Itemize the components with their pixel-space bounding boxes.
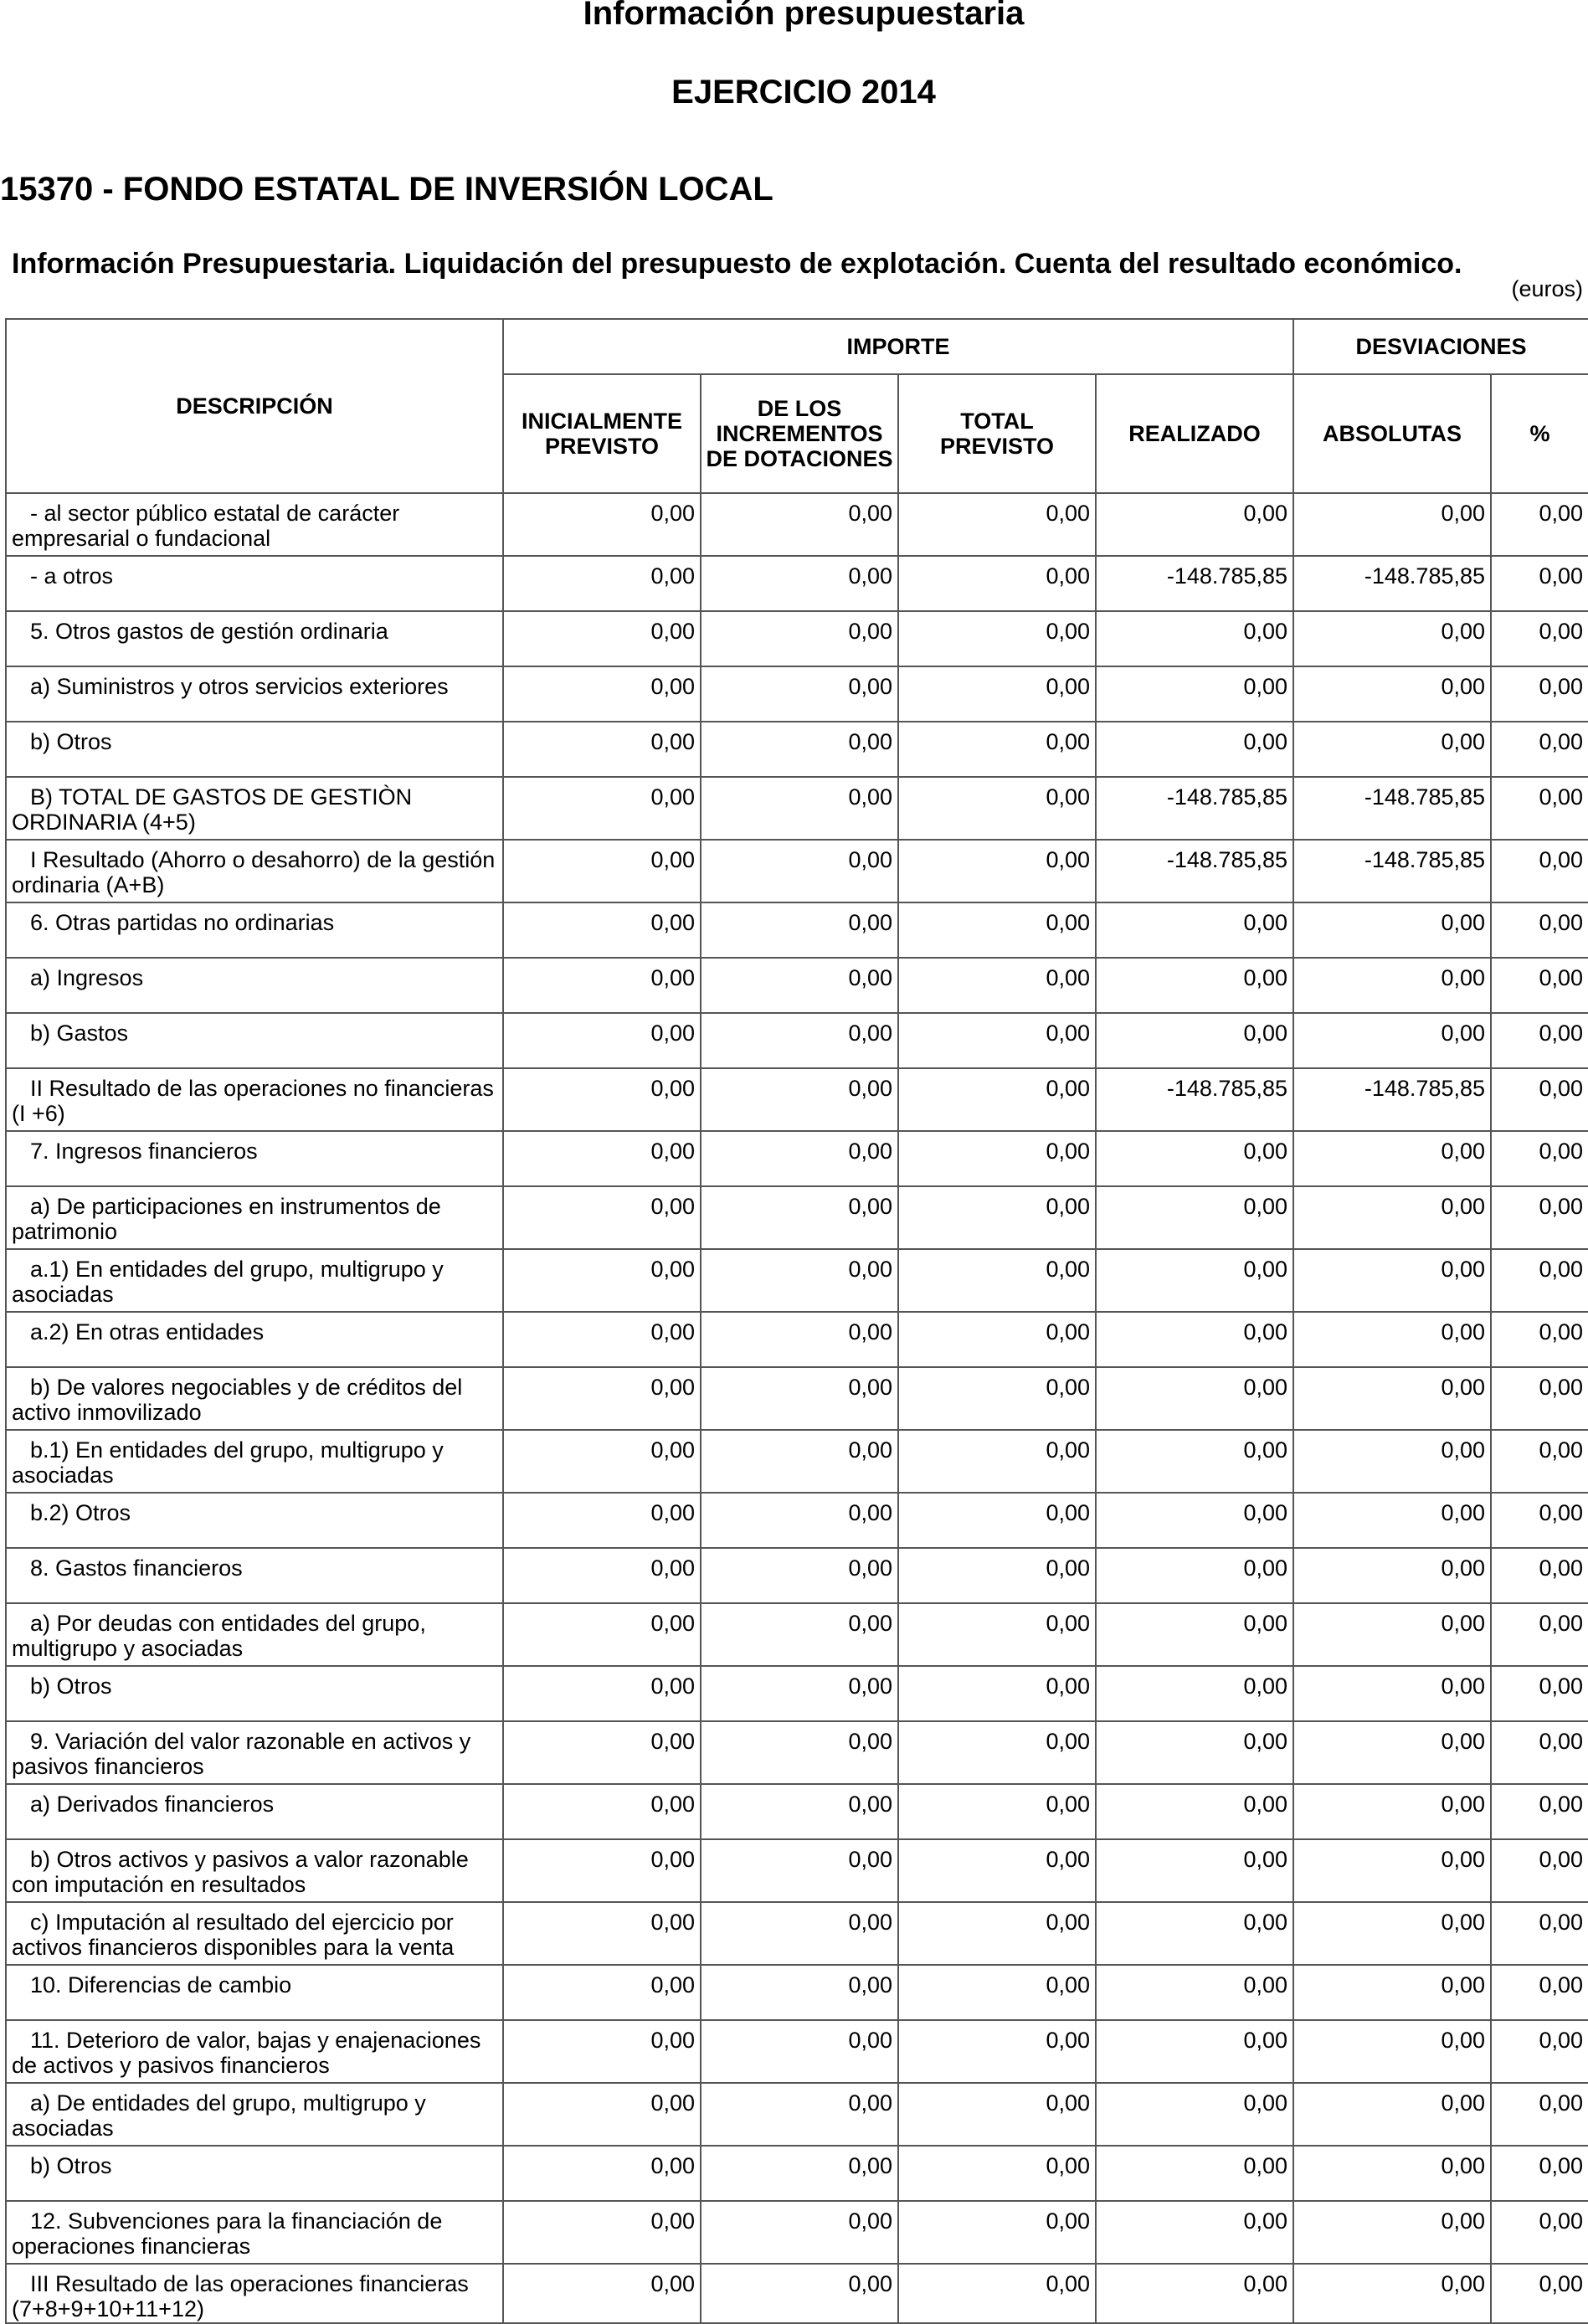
- row-description-text: 10. Diferencias de cambio: [30, 1972, 292, 1998]
- cell-realizado: -148.785,85: [1096, 840, 1293, 902]
- cell-percent: 0,00: [1491, 666, 1588, 722]
- cell-incrementos: 0,00: [701, 2146, 898, 2201]
- cell-total-previsto: 0,00: [898, 1721, 1096, 1784]
- cell-total-previsto: 0,00: [898, 902, 1096, 958]
- cell-total-previsto: 0,00: [898, 1430, 1096, 1493]
- cell-incrementos: 0,00: [701, 902, 898, 958]
- col-group-desviaciones: DESVIACIONES: [1293, 319, 1588, 374]
- cell-realizado: 0,00: [1096, 1013, 1293, 1068]
- cell-incrementos: 0,00: [701, 2201, 898, 2264]
- row-description: [6, 777, 503, 840]
- cell-incrementos: 0,00: [701, 1131, 898, 1186]
- row-description: [6, 1548, 503, 1603]
- table-row: [6, 1902, 1588, 1965]
- cell-percent: 0,00: [1491, 611, 1588, 666]
- cell-incrementos: 0,00: [701, 666, 898, 722]
- cell-inicialmente-previsto: 0,00: [503, 1367, 701, 1430]
- col-incrementos: DE LOS INCREMENTOS DE DOTACIONES: [701, 374, 898, 493]
- cell-absolutas: 0,00: [1293, 1721, 1491, 1784]
- cell-incrementos: 0,00: [701, 1965, 898, 2020]
- row-description: [6, 1721, 503, 1784]
- cell-absolutas: 0,00: [1293, 611, 1491, 666]
- row-description: [6, 840, 503, 902]
- cell-realizado: 0,00: [1096, 611, 1293, 666]
- cell-realizado: 0,00: [1096, 902, 1293, 958]
- cell-absolutas: 0,00: [1293, 2264, 1491, 2323]
- cell-inicialmente-previsto: 0,00: [503, 1902, 701, 1965]
- cell-total-previsto: 0,00: [898, 1548, 1096, 1603]
- cell-realizado: -148.785,85: [1096, 777, 1293, 840]
- cell-absolutas: 0,00: [1293, 1493, 1491, 1548]
- row-description: [6, 722, 503, 777]
- cell-total-previsto: 0,00: [898, 1312, 1096, 1367]
- cell-realizado: 0,00: [1096, 1312, 1293, 1367]
- cell-total-previsto: 0,00: [898, 611, 1096, 666]
- row-description-text: b) Otros: [30, 729, 112, 754]
- cell-realizado: 0,00: [1096, 1603, 1293, 1666]
- row-description-text: - al sector público estatal de carácter empresarial o fundacional: [12, 501, 400, 551]
- cell-total-previsto: 0,00: [898, 493, 1096, 556]
- table-row: [6, 1430, 1588, 1493]
- cell-inicialmente-previsto: 0,00: [503, 1068, 701, 1131]
- col-group-importe: IMPORTE: [503, 319, 1293, 374]
- cell-absolutas: 0,00: [1293, 1013, 1491, 1068]
- row-description: [6, 2146, 503, 2201]
- cell-inicialmente-previsto: 0,00: [503, 1965, 701, 2020]
- table-row: [6, 1965, 1588, 2020]
- cell-incrementos: 0,00: [701, 2264, 898, 2323]
- cell-absolutas: -148.785,85: [1293, 1068, 1491, 1131]
- cell-realizado: 0,00: [1096, 666, 1293, 722]
- cell-total-previsto: 0,00: [898, 2146, 1096, 2201]
- cell-percent: 0,00: [1491, 1430, 1588, 1493]
- cell-percent: 0,00: [1491, 1493, 1588, 1548]
- row-description-text: a) De entidades del grupo, multigrupo y asociadas: [12, 2090, 426, 2141]
- cell-percent: 0,00: [1491, 1013, 1588, 1068]
- cell-absolutas: 0,00: [1293, 1784, 1491, 1839]
- cell-incrementos: 0,00: [701, 1666, 898, 1721]
- table-row: [6, 1312, 1588, 1367]
- cell-realizado: 0,00: [1096, 722, 1293, 777]
- row-description-text: a) Derivados financieros: [30, 1792, 275, 1817]
- cell-inicialmente-previsto: 0,00: [503, 493, 701, 556]
- row-description-text: I Resultado (Ahorro o desahorro) de la gestión ordinaria (A+B): [12, 847, 496, 897]
- cell-inicialmente-previsto: 0,00: [503, 840, 701, 902]
- cell-inicialmente-previsto: 0,00: [503, 2083, 701, 2146]
- cell-incrementos: 0,00: [701, 840, 898, 902]
- cell-incrementos: 0,00: [701, 493, 898, 556]
- cell-realizado: 0,00: [1096, 1721, 1293, 1784]
- row-description: [6, 493, 503, 556]
- table-row: [6, 840, 1588, 902]
- row-description-text: b) Otros: [30, 1674, 112, 1699]
- cell-inicialmente-previsto: 0,00: [503, 2264, 701, 2323]
- row-description: [6, 1068, 503, 1131]
- cell-absolutas: 0,00: [1293, 2020, 1491, 2083]
- cell-inicialmente-previsto: 0,00: [503, 556, 701, 611]
- cell-percent: 0,00: [1491, 2083, 1588, 2146]
- cell-realizado: 0,00: [1096, 1965, 1293, 2020]
- cell-incrementos: 0,00: [701, 1839, 898, 1902]
- cell-incrementos: 0,00: [701, 2083, 898, 2146]
- table-row: [6, 1666, 1588, 1721]
- cell-realizado: 0,00: [1096, 1784, 1293, 1839]
- cell-total-previsto: 0,00: [898, 1784, 1096, 1839]
- row-description: [6, 1131, 503, 1186]
- cell-total-previsto: 0,00: [898, 1839, 1096, 1902]
- cell-realizado: 0,00: [1096, 1430, 1293, 1493]
- cell-percent: 0,00: [1491, 1186, 1588, 1249]
- row-description: [6, 1249, 503, 1312]
- cell-inicialmente-previsto: 0,00: [503, 2201, 701, 2264]
- cell-incrementos: 0,00: [701, 556, 898, 611]
- cell-absolutas: -148.785,85: [1293, 840, 1491, 902]
- row-description: [6, 556, 503, 611]
- cell-absolutas: 0,00: [1293, 1666, 1491, 1721]
- cell-incrementos: 0,00: [701, 1312, 898, 1367]
- table-row: [6, 2264, 1588, 2323]
- entity-title: 15370 - FONDO ESTATAL DE INVERSIÓN LOCAL: [0, 171, 773, 208]
- cell-inicialmente-previsto: 0,00: [503, 1548, 701, 1603]
- table-row: [6, 1493, 1588, 1548]
- row-description-text: 9. Variación del valor razonable en activos y pasivos financieros: [12, 1729, 471, 1779]
- row-description-text: 8. Gastos financieros: [30, 1555, 243, 1581]
- table-row: [6, 1068, 1588, 1131]
- cell-absolutas: 0,00: [1293, 1186, 1491, 1249]
- cell-realizado: -148.785,85: [1096, 556, 1293, 611]
- cell-total-previsto: 0,00: [898, 666, 1096, 722]
- cell-absolutas: 0,00: [1293, 958, 1491, 1013]
- cell-percent: 0,00: [1491, 840, 1588, 902]
- table-row: [6, 958, 1588, 1013]
- cell-inicialmente-previsto: 0,00: [503, 902, 701, 958]
- table-row: [6, 1721, 1588, 1784]
- cell-absolutas: 0,00: [1293, 1965, 1491, 2020]
- cell-realizado: 0,00: [1096, 1548, 1293, 1603]
- cell-total-previsto: 0,00: [898, 1493, 1096, 1548]
- cell-percent: 0,00: [1491, 1902, 1588, 1965]
- cell-inicialmente-previsto: 0,00: [503, 1666, 701, 1721]
- cell-realizado: 0,00: [1096, 1186, 1293, 1249]
- col-realizado: REALIZADO: [1096, 374, 1293, 493]
- cell-inicialmente-previsto: 0,00: [503, 722, 701, 777]
- cell-total-previsto: 0,00: [898, 958, 1096, 1013]
- table-row: [6, 2146, 1588, 2201]
- cell-inicialmente-previsto: 0,00: [503, 1721, 701, 1784]
- row-description-text: b) De valores negociables y de créditos del activo inmovilizado: [12, 1375, 463, 1425]
- table-row: [6, 666, 1588, 722]
- exercise-title: EJERCICIO 2014: [671, 74, 936, 111]
- report-subtitle: Información Presupuestaria. Liquidación del presupuesto de explotación. Cuenta del resultado económico.: [12, 248, 1462, 280]
- cell-total-previsto: 0,00: [898, 840, 1096, 902]
- cell-incrementos: 0,00: [701, 1367, 898, 1430]
- row-description: [6, 1013, 503, 1068]
- cell-realizado: 0,00: [1096, 2020, 1293, 2083]
- cell-inicialmente-previsto: 0,00: [503, 1131, 701, 1186]
- table-body: [6, 493, 1588, 2323]
- cell-percent: 0,00: [1491, 1839, 1588, 1902]
- cell-inicialmente-previsto: 0,00: [503, 777, 701, 840]
- cell-realizado: 0,00: [1096, 1902, 1293, 1965]
- cell-absolutas: 0,00: [1293, 1603, 1491, 1666]
- row-description-text: b.2) Otros: [30, 1500, 131, 1525]
- cell-total-previsto: 0,00: [898, 1666, 1096, 1721]
- cell-realizado: -148.785,85: [1096, 1068, 1293, 1131]
- cell-realizado: 0,00: [1096, 1666, 1293, 1721]
- cell-absolutas: 0,00: [1293, 1312, 1491, 1367]
- row-description-text: II Resultado de las operaciones no financieras (I +6): [12, 1076, 494, 1126]
- row-description-text: a) Suministros y otros servicios exteriores: [30, 674, 449, 699]
- row-description-text: 5. Otros gastos de gestión ordinaria: [30, 619, 388, 644]
- cell-inicialmente-previsto: 0,00: [503, 1784, 701, 1839]
- cell-realizado: 0,00: [1096, 2083, 1293, 2146]
- row-description: [6, 1965, 503, 2020]
- cell-incrementos: 0,00: [701, 1548, 898, 1603]
- cell-percent: 0,00: [1491, 1965, 1588, 2020]
- cell-total-previsto: 0,00: [898, 1131, 1096, 1186]
- cell-incrementos: 0,00: [701, 1721, 898, 1784]
- row-description-text: B) TOTAL DE GASTOS DE GESTIÒN ORDINARIA (4+5): [12, 784, 413, 835]
- cell-total-previsto: 0,00: [898, 2020, 1096, 2083]
- cell-absolutas: 0,00: [1293, 2083, 1491, 2146]
- row-description-text: 6. Otras partidas no ordinarias: [30, 910, 335, 935]
- cell-realizado: 0,00: [1096, 1367, 1293, 1430]
- cell-absolutas: 0,00: [1293, 2146, 1491, 2201]
- cell-inicialmente-previsto: 0,00: [503, 2020, 701, 2083]
- cell-inicialmente-previsto: 0,00: [503, 1186, 701, 1249]
- row-description-text: c) Imputación al resultado del ejercicio por activos financieros disponibles para la venta: [12, 1910, 455, 1960]
- col-absolutas: ABSOLUTAS: [1293, 374, 1491, 493]
- cell-total-previsto: 0,00: [898, 1902, 1096, 1965]
- cell-incrementos: 0,00: [701, 1430, 898, 1493]
- col-inicialmente-previsto: INICIALMENTE PREVISTO: [503, 374, 701, 493]
- cell-total-previsto: 0,00: [898, 1249, 1096, 1312]
- row-description: [6, 1312, 503, 1367]
- cell-inicialmente-previsto: 0,00: [503, 1249, 701, 1312]
- cell-inicialmente-previsto: 0,00: [503, 958, 701, 1013]
- table-row: [6, 2201, 1588, 2264]
- cell-inicialmente-previsto: 0,00: [503, 1603, 701, 1666]
- cell-percent: 0,00: [1491, 902, 1588, 958]
- row-description: [6, 1367, 503, 1430]
- cell-percent: 0,00: [1491, 722, 1588, 777]
- cell-incrementos: 0,00: [701, 958, 898, 1013]
- row-description: [6, 1666, 503, 1721]
- table-row: [6, 722, 1588, 777]
- row-description-text: b.1) En entidades del grupo, multigrupo y asociadas: [12, 1437, 444, 1488]
- cell-absolutas: 0,00: [1293, 1548, 1491, 1603]
- cell-percent: 0,00: [1491, 1131, 1588, 1186]
- row-description-text: a.1) En entidades del grupo, multigrupo y asociadas: [12, 1257, 444, 1307]
- cell-percent: 0,00: [1491, 2146, 1588, 2201]
- cell-absolutas: 0,00: [1293, 902, 1491, 958]
- table-row: [6, 1603, 1588, 1666]
- cell-incrementos: 0,00: [701, 722, 898, 777]
- row-description: [6, 1430, 503, 1493]
- cell-percent: 0,00: [1491, 1784, 1588, 1839]
- cell-total-previsto: 0,00: [898, 722, 1096, 777]
- cell-realizado: 0,00: [1096, 1131, 1293, 1186]
- cell-absolutas: 0,00: [1293, 2201, 1491, 2264]
- cell-realizado: 0,00: [1096, 2264, 1293, 2323]
- row-description-text: 12. Subvenciones para la financiación de operaciones financieras: [12, 2208, 443, 2259]
- row-description: [6, 1493, 503, 1548]
- table-row: [6, 1784, 1588, 1839]
- table-row: [6, 1249, 1588, 1312]
- row-description-text: 7. Ingresos financieros: [30, 1139, 258, 1164]
- cell-absolutas: 0,00: [1293, 666, 1491, 722]
- row-description-text: b) Gastos: [30, 1021, 129, 1046]
- cell-percent: 0,00: [1491, 1548, 1588, 1603]
- cell-total-previsto: 0,00: [898, 777, 1096, 840]
- cell-percent: 0,00: [1491, 1721, 1588, 1784]
- col-description: DESCRIPCIÓN: [6, 319, 503, 493]
- cell-realizado: 0,00: [1096, 493, 1293, 556]
- cell-total-previsto: 0,00: [898, 1367, 1096, 1430]
- row-description-text: b) Otros: [30, 2153, 112, 2178]
- cell-absolutas: 0,00: [1293, 1839, 1491, 1902]
- table-row: [6, 1839, 1588, 1902]
- cell-realizado: 0,00: [1096, 1493, 1293, 1548]
- cell-absolutas: -148.785,85: [1293, 556, 1491, 611]
- cell-inicialmente-previsto: 0,00: [503, 1312, 701, 1367]
- cell-realizado: 0,00: [1096, 1839, 1293, 1902]
- cell-incrementos: 0,00: [701, 1249, 898, 1312]
- cell-absolutas: 0,00: [1293, 1131, 1491, 1186]
- cell-realizado: 0,00: [1096, 2201, 1293, 2264]
- row-description-text: a) Ingresos: [30, 965, 144, 990]
- table-row: [6, 2020, 1588, 2083]
- cell-percent: 0,00: [1491, 958, 1588, 1013]
- cell-inicialmente-previsto: 0,00: [503, 1839, 701, 1902]
- row-description-text: a.2) En otras entidades: [30, 1319, 265, 1345]
- row-description: [6, 2264, 503, 2323]
- cell-absolutas: -148.785,85: [1293, 777, 1491, 840]
- cell-incrementos: 0,00: [701, 1603, 898, 1666]
- cell-percent: 0,00: [1491, 1666, 1588, 1721]
- cell-total-previsto: 0,00: [898, 2264, 1096, 2323]
- col-percent: %: [1491, 374, 1588, 493]
- cell-absolutas: 0,00: [1293, 722, 1491, 777]
- row-description: [6, 666, 503, 722]
- cell-realizado: 0,00: [1096, 958, 1293, 1013]
- cell-incrementos: 0,00: [701, 611, 898, 666]
- cell-percent: 0,00: [1491, 1249, 1588, 1312]
- cell-percent: 0,00: [1491, 1068, 1588, 1131]
- table-row: [6, 556, 1588, 611]
- row-description: [6, 1186, 503, 1249]
- cell-total-previsto: 0,00: [898, 1965, 1096, 2020]
- cell-absolutas: 0,00: [1293, 1430, 1491, 1493]
- cell-percent: 0,00: [1491, 1312, 1588, 1367]
- cell-inicialmente-previsto: 0,00: [503, 1430, 701, 1493]
- units-label: (euros): [1511, 276, 1583, 301]
- cell-absolutas: 0,00: [1293, 1367, 1491, 1430]
- budget-table: [5, 318, 1588, 2324]
- cell-percent: 0,00: [1491, 777, 1588, 840]
- cell-total-previsto: 0,00: [898, 1013, 1096, 1068]
- row-description: [6, 958, 503, 1013]
- cell-realizado: 0,00: [1096, 1249, 1293, 1312]
- table-row: [6, 1131, 1588, 1186]
- cell-absolutas: 0,00: [1293, 493, 1491, 556]
- cell-percent: 0,00: [1491, 1603, 1588, 1666]
- row-description-text: 11. Deterioro de valor, bajas y enajenaciones de activos y pasivos financieros: [12, 2028, 481, 2078]
- cell-inicialmente-previsto: 0,00: [503, 2146, 701, 2201]
- cell-realizado: 0,00: [1096, 2146, 1293, 2201]
- row-description-text: a) De participaciones en instrumentos de patrimonio: [12, 1194, 441, 1244]
- cell-incrementos: 0,00: [701, 1013, 898, 1068]
- table-row: [6, 1548, 1588, 1603]
- cell-percent: 0,00: [1491, 2264, 1588, 2323]
- page-title: Información presupuestaria: [583, 0, 1025, 32]
- table-row: [6, 1013, 1588, 1068]
- cell-absolutas: 0,00: [1293, 1249, 1491, 1312]
- table-row: [6, 611, 1588, 666]
- cell-percent: 0,00: [1491, 556, 1588, 611]
- row-description-text: III Resultado de las operaciones financieras (7+8+9+10+11+12): [12, 2271, 469, 2321]
- table-row: [6, 777, 1588, 840]
- row-description: [6, 1784, 503, 1839]
- cell-percent: 0,00: [1491, 1367, 1588, 1430]
- cell-total-previsto: 0,00: [898, 1603, 1096, 1666]
- row-description: [6, 1902, 503, 1965]
- table-row: [6, 902, 1588, 958]
- cell-percent: 0,00: [1491, 2201, 1588, 2264]
- cell-incrementos: 0,00: [701, 1784, 898, 1839]
- cell-incrementos: 0,00: [701, 1068, 898, 1131]
- table-row: [6, 1186, 1588, 1249]
- cell-inicialmente-previsto: 0,00: [503, 1493, 701, 1548]
- row-description: [6, 902, 503, 958]
- row-description-text: a) Por deudas con entidades del grupo, multigrupo y asociadas: [12, 1611, 426, 1661]
- cell-incrementos: 0,00: [701, 1186, 898, 1249]
- row-description: [6, 2083, 503, 2146]
- row-description-text: - a otros: [30, 563, 114, 589]
- cell-total-previsto: 0,00: [898, 2201, 1096, 2264]
- row-description: [6, 1839, 503, 1902]
- row-description: [6, 611, 503, 666]
- col-total-previsto: TOTAL PREVISTO: [898, 374, 1096, 493]
- cell-inicialmente-previsto: 0,00: [503, 1013, 701, 1068]
- row-description: [6, 1603, 503, 1666]
- cell-total-previsto: 0,00: [898, 1186, 1096, 1249]
- table-row: [6, 493, 1588, 556]
- cell-percent: 0,00: [1491, 2020, 1588, 2083]
- row-description: [6, 2020, 503, 2083]
- row-description-text: b) Otros activos y pasivos a valor razonable con imputación en resultados: [12, 1847, 469, 1897]
- cell-absolutas: 0,00: [1293, 1902, 1491, 1965]
- table-row: [6, 2083, 1588, 2146]
- cell-incrementos: 0,00: [701, 1902, 898, 1965]
- cell-percent: 0,00: [1491, 493, 1588, 556]
- row-description: [6, 2201, 503, 2264]
- cell-total-previsto: 0,00: [898, 556, 1096, 611]
- cell-total-previsto: 0,00: [898, 1068, 1096, 1131]
- cell-incrementos: 0,00: [701, 2020, 898, 2083]
- cell-incrementos: 0,00: [701, 1493, 898, 1548]
- cell-total-previsto: 0,00: [898, 2083, 1096, 2146]
- cell-inicialmente-previsto: 0,00: [503, 611, 701, 666]
- cell-inicialmente-previsto: 0,00: [503, 666, 701, 722]
- cell-incrementos: 0,00: [701, 777, 898, 840]
- table-row: [6, 1367, 1588, 1430]
